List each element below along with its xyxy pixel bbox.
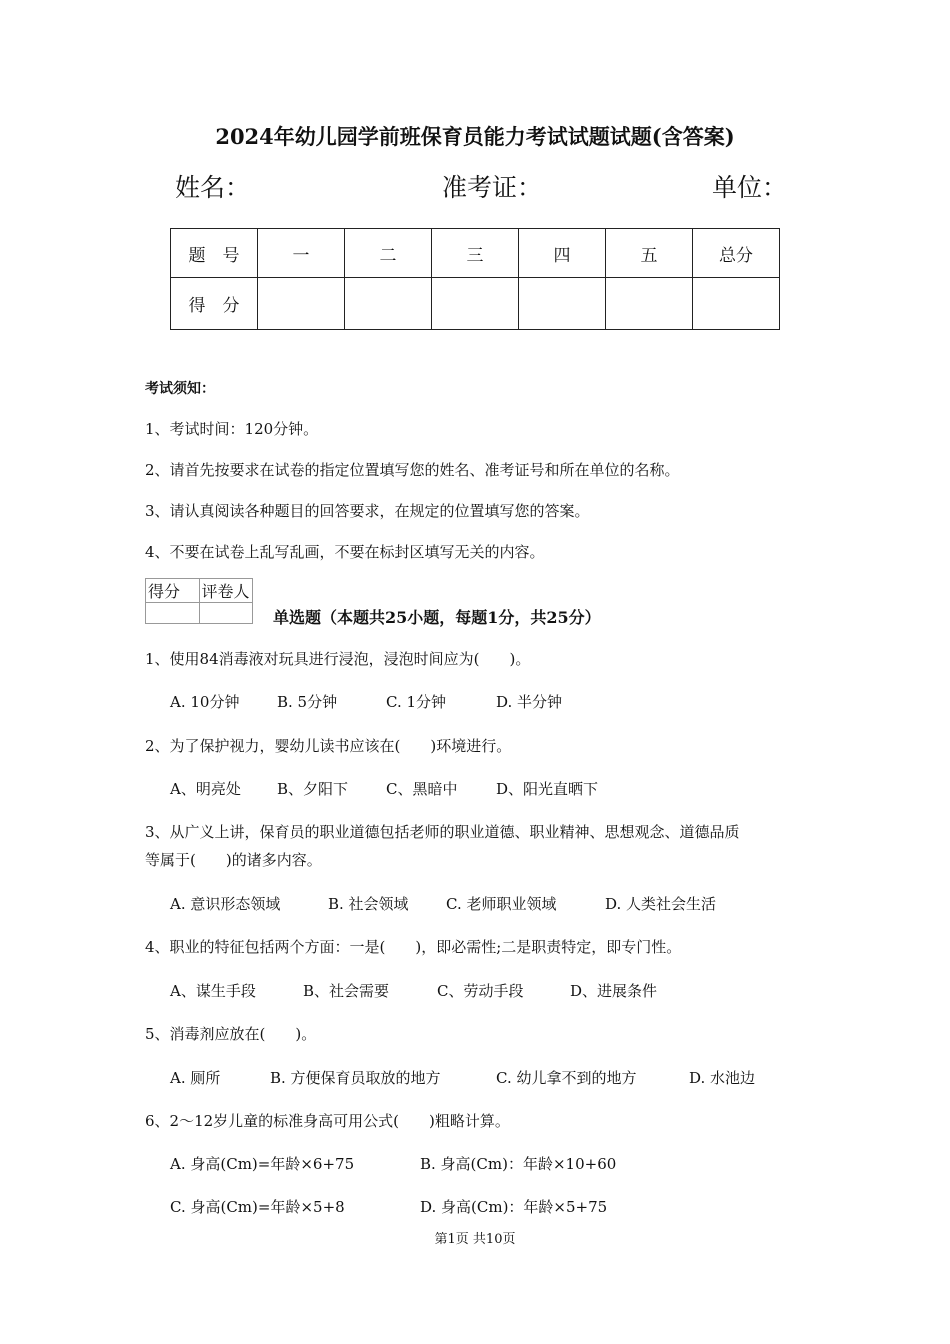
question-option: A. 厕所: [170, 1069, 221, 1087]
score-cell[interactable]: [606, 278, 693, 330]
question-option: D、阳光直晒下: [496, 780, 599, 798]
question-option: D、进展条件: [570, 982, 658, 1000]
notice-item: 2、请首先按要求在试卷的指定位置填写您的姓名、准考证号和所在单位的名称。: [145, 461, 680, 479]
score-table-header-cell: 三: [432, 229, 519, 278]
unit-label: 单位：: [712, 173, 788, 202]
question-option: A、谋生手段: [170, 982, 256, 1000]
question-option: B. 方便保育员取放的地方: [270, 1069, 441, 1087]
score-table-header-cell: 二: [345, 229, 432, 278]
question-option: B、夕阳下: [277, 780, 349, 798]
score-cell[interactable]: [258, 278, 345, 330]
grader-name-cell[interactable]: [199, 603, 253, 624]
question-option: C、黑暗中: [386, 780, 458, 798]
question-option: A、明亮处: [170, 780, 241, 798]
score-table: [170, 228, 780, 330]
score-table-header-cell: 四: [519, 229, 606, 278]
notice-item: 4、不要在试卷上乱写乱画，不要在标封区填写无关的内容。: [145, 543, 545, 561]
page-footer: 第1页 共10页: [434, 1232, 516, 1247]
notice-item: 3、请认真阅读各种题目的回答要求，在规定的位置填写您的答案。: [145, 502, 590, 520]
score-table-header-cell: 题 号: [171, 229, 258, 278]
question-option: D. 人类社会生活: [605, 895, 717, 913]
grader-score-label: 得分: [146, 579, 200, 603]
question-option: B. 社会领域: [328, 895, 409, 913]
section-heading: 单选题（本题共25小题，每题1分，共25分）: [273, 608, 601, 627]
question-option: D. 水池边: [689, 1069, 756, 1087]
grader-table-blank-row: [146, 603, 253, 624]
score-table-header-cell: 五: [606, 229, 693, 278]
question-option: C. 1分钟: [386, 693, 447, 711]
grader-table: [145, 578, 253, 624]
question-option: C. 老师职业领域: [446, 895, 557, 913]
grader-score-cell[interactable]: [146, 603, 200, 624]
question-option: A. 10分钟: [170, 693, 240, 711]
score-cell[interactable]: [432, 278, 519, 330]
question-option: C. 身高(Cm)=年龄×5+8: [170, 1198, 345, 1216]
grader-table-header-row: [146, 579, 253, 603]
score-cell[interactable]: [693, 278, 780, 330]
name-label: 姓名：: [175, 173, 251, 202]
question-text-continued: 等属于( )的诸多内容。: [145, 851, 322, 869]
score-table-header-cell: 总分: [693, 229, 780, 278]
grader-name-label: 评卷人: [199, 579, 253, 603]
page-title: 2024年幼儿园学前班保育员能力考试试题试题(含答案): [215, 124, 735, 149]
notice-item: 1、考试时间：120分钟。: [145, 420, 319, 438]
question-text: 5、消毒剂应放在( )。: [145, 1025, 317, 1043]
question-option: B. 5分钟: [277, 693, 338, 711]
question-text: 6、2～12岁儿童的标准身高可用公式( )粗略计算。: [145, 1112, 510, 1130]
question-option: D. 身高(Cm)：年龄×5+75: [420, 1198, 608, 1216]
question-option: C、劳动手段: [437, 982, 524, 1000]
question-text: 4、职业的特征包括两个方面：一是( )，即必需性;二是职责特定，即专门性。: [145, 938, 682, 956]
score-row-label: 得 分: [171, 278, 258, 330]
score-cell[interactable]: [519, 278, 606, 330]
score-table-header-cell: 一: [258, 229, 345, 278]
question-option: B、社会需要: [303, 982, 390, 1000]
ticket-number-label: 准考证：: [442, 173, 543, 202]
score-table-score-row: [171, 278, 780, 330]
question-text: 3、从广义上讲，保育员的职业道德包括老师的职业道德、职业精神、思想观念、道德品质: [145, 823, 740, 841]
question-option: A. 身高(Cm)=年龄×6+75: [170, 1155, 355, 1173]
question-option: D. 半分钟: [496, 693, 563, 711]
question-option: B. 身高(Cm)：年龄×10+60: [420, 1155, 617, 1173]
score-cell[interactable]: [345, 278, 432, 330]
question-text: 2、为了保护视力，婴幼儿读书应该在( )环境进行。: [145, 737, 512, 755]
question-option: A. 意识形态领域: [170, 895, 281, 913]
score-table-header-row: [171, 229, 780, 278]
notice-title: 考试须知：: [145, 381, 215, 397]
question-text: 1、使用84消毒液对玩具进行浸泡，浸泡时间应为( )。: [145, 650, 531, 668]
question-option: C. 幼儿拿不到的地方: [496, 1069, 637, 1087]
